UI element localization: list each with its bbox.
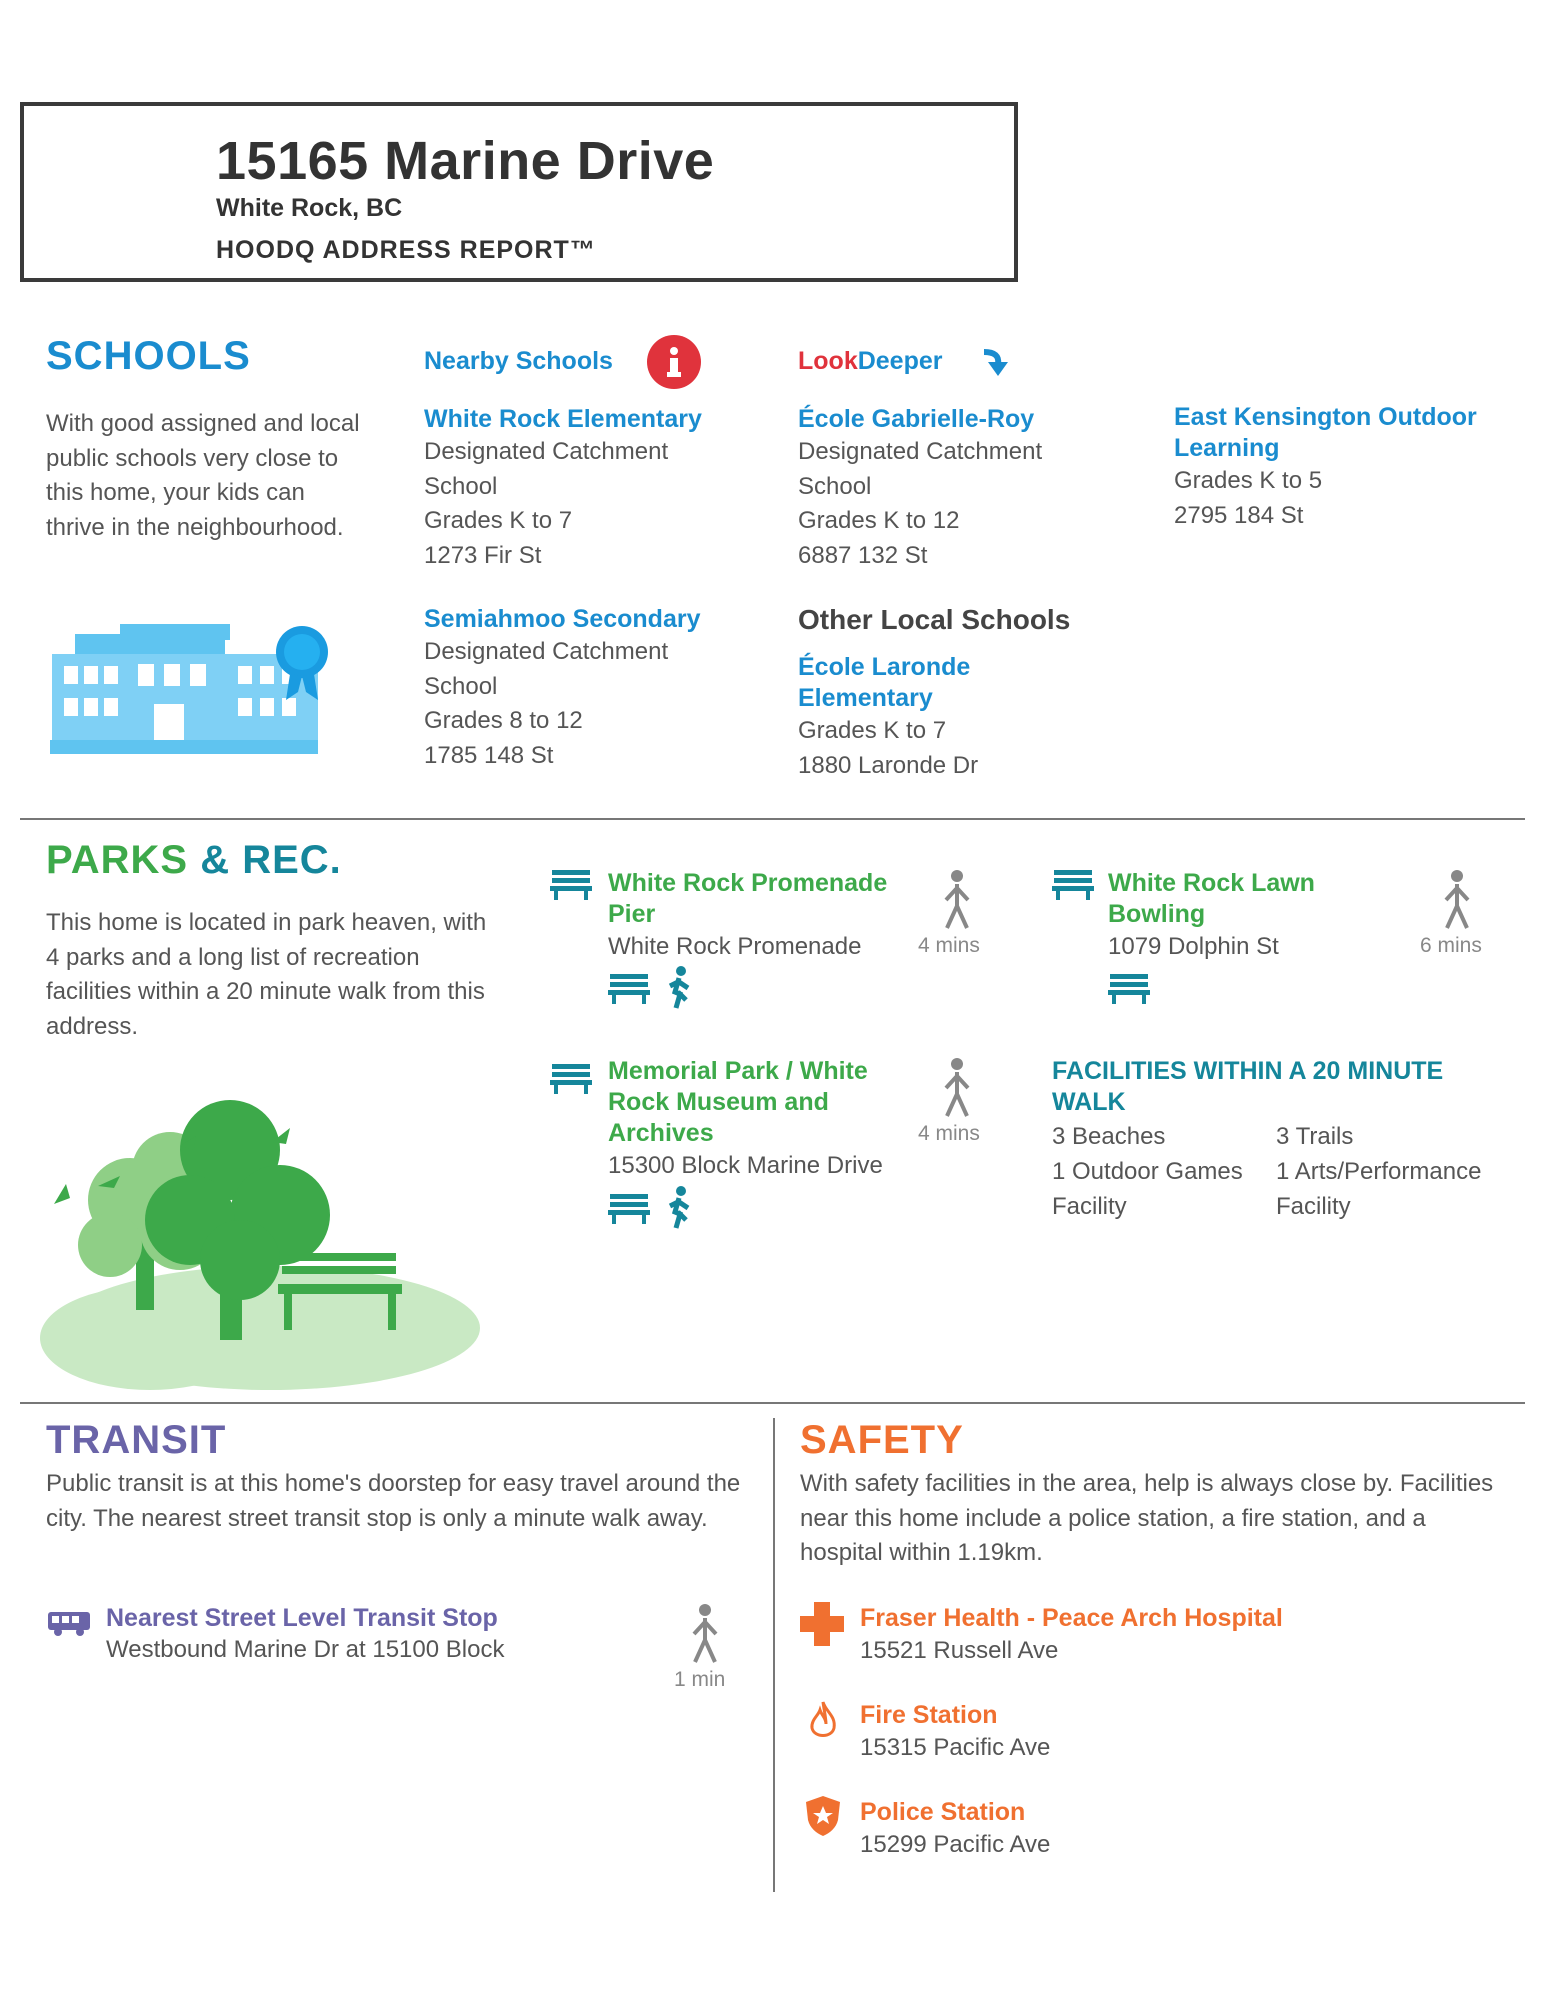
walk-icon xyxy=(688,1604,722,1666)
runner-icon xyxy=(666,966,692,1010)
lookdeeper-look: Look xyxy=(798,347,858,375)
transit-stop-address: Westbound Marine Dr at 15100 Block xyxy=(106,1636,505,1663)
school-type-cont: School xyxy=(424,672,498,700)
safety-title: SAFETY xyxy=(800,1418,964,1462)
park-name-link[interactable]: White Rock Promenade Pier xyxy=(608,869,888,928)
transit-title: TRANSIT xyxy=(46,1418,227,1462)
safety-name-link[interactable]: Police Station xyxy=(860,1798,1026,1826)
parks-title xyxy=(46,838,342,883)
column-divider xyxy=(773,1418,775,1892)
school-type-cont: School xyxy=(424,472,498,500)
page-title: 15165 Marine Drive xyxy=(216,131,715,191)
bench-icon xyxy=(608,972,650,1004)
school-building-icon xyxy=(50,620,340,760)
school-item xyxy=(424,604,754,773)
safety-address: 15299 Pacific Ave xyxy=(860,1831,1051,1858)
walk-time: 6 mins xyxy=(1420,934,1482,957)
parks-title-a: PARKS xyxy=(46,838,189,882)
park-illustration-icon xyxy=(40,1070,480,1400)
safety-address: 15315 Pacific Ave xyxy=(860,1734,1051,1761)
page-subtitle: White Rock, BC xyxy=(216,194,403,222)
school-grades: Grades K to 7 xyxy=(424,507,573,534)
bench-icon xyxy=(608,1192,650,1224)
walk-icon xyxy=(940,1058,974,1120)
schools-description: With good assigned and local public schools very close to this home, your kids can thrive in the neighbourhood. xyxy=(46,410,360,541)
school-grades: Grades K to 12 xyxy=(798,507,960,534)
walk-time: 4 mins xyxy=(918,934,980,957)
schools-title: SCHOOLS xyxy=(46,334,251,378)
safety-item xyxy=(860,1797,1050,1863)
nearby-schools-label: Nearby Schools xyxy=(424,347,613,375)
parks-description: This home is located in park heaven, with 4 parks and a long list of recreation facilities within a 20 minute walk from this address. xyxy=(46,909,487,1040)
walk-time: 4 mins xyxy=(918,1122,980,1145)
facility-item: 3 Beaches xyxy=(1052,1123,1166,1150)
park-address: 15300 Block Marine Drive xyxy=(608,1152,883,1179)
lookdeeper-deeper: Deeper xyxy=(857,347,943,375)
school-name-link[interactable]: East Kensington Outdoor Learning xyxy=(1174,403,1477,462)
park-address: White Rock Promenade xyxy=(608,933,862,960)
school-grades: Grades 8 to 12 xyxy=(424,707,583,734)
park-item xyxy=(608,1056,908,1184)
police-badge-icon xyxy=(806,1796,840,1836)
school-name-link[interactable]: White Rock Elementary xyxy=(424,405,702,433)
school-type: Designated Catchment xyxy=(798,438,1043,465)
facilities-title: FACILITIES WITHIN A 20 MINUTE WALK xyxy=(1052,1057,1444,1116)
school-address: 6887 132 St xyxy=(798,541,928,569)
school-type: Designated Catchment xyxy=(424,638,669,665)
safety-description: With safety facilities in the area, help is always close by. Facilities near this home include a police station, a fire station, and a hospital within 1.19km. xyxy=(800,1470,1494,1566)
transit-description: Public transit is at this home's doorstep for easy travel around the city. The nearest street transit stop is only a minute walk away. xyxy=(46,1470,741,1532)
bus-icon xyxy=(48,1610,90,1636)
arrow-down-icon xyxy=(980,346,1008,378)
school-item xyxy=(798,404,1128,573)
facility-item: 3 Trails xyxy=(1276,1123,1354,1150)
lookdeeper-link[interactable] xyxy=(798,346,942,377)
school-address: 1880 Laronde Dr xyxy=(798,751,979,779)
bench-icon xyxy=(550,1062,592,1094)
divider xyxy=(20,1402,1525,1404)
school-name-link[interactable]: École Gabrielle-Roy xyxy=(798,405,1035,433)
bench-icon xyxy=(1052,868,1094,900)
park-address: 1079 Dolphin St xyxy=(1108,933,1279,960)
park-item xyxy=(608,868,908,965)
safety-name-link[interactable]: Fraser Health - Peace Arch Hospital xyxy=(860,1604,1283,1632)
school-item xyxy=(798,652,1028,783)
facility-item: 1 Outdoor Games Facility xyxy=(1052,1158,1243,1220)
hospital-cross-icon xyxy=(800,1602,844,1646)
safety-name-link[interactable]: Fire Station xyxy=(860,1701,998,1729)
safety-address: 15521 Russell Ave xyxy=(860,1637,1059,1664)
transit-stop-link[interactable]: Nearest Street Level Transit Stop xyxy=(106,1604,498,1632)
park-name-link[interactable]: Memorial Park / White Rock Museum and Archives xyxy=(608,1057,868,1147)
other-schools-label: Other Local Schools xyxy=(798,604,1071,635)
park-item xyxy=(1108,868,1358,965)
safety-item xyxy=(860,1603,1283,1669)
walk-time: 1 min xyxy=(674,1668,726,1691)
parks-title-b: & REC. xyxy=(200,838,342,882)
park-name-link[interactable]: White Rock Lawn Bowling xyxy=(1108,869,1315,928)
school-address: 1273 Fir St xyxy=(424,541,542,569)
facility-item: 1 Arts/Performance Facility xyxy=(1276,1158,1482,1220)
school-grades: Grades K to 5 xyxy=(1174,467,1323,494)
school-grades: Grades K to 7 xyxy=(798,717,947,744)
school-name-link[interactable]: École Laronde Elementary xyxy=(798,653,971,712)
bench-icon xyxy=(1108,972,1150,1004)
walk-icon xyxy=(1440,870,1474,932)
school-address: 2795 184 St xyxy=(1174,501,1304,529)
walk-icon xyxy=(940,870,974,932)
bench-icon xyxy=(550,868,592,900)
school-address: 1785 148 St xyxy=(424,741,554,769)
school-type: Designated Catchment xyxy=(424,438,669,465)
runner-icon xyxy=(666,1186,692,1230)
school-name-link[interactable]: Semiahmoo Secondary xyxy=(424,605,701,633)
school-type-cont: School xyxy=(798,472,872,500)
fire-icon xyxy=(808,1700,838,1740)
school-item xyxy=(424,404,754,573)
info-icon[interactable] xyxy=(646,334,702,390)
school-item xyxy=(1174,402,1514,533)
divider xyxy=(20,818,1525,820)
safety-item xyxy=(860,1700,1050,1766)
report-label: HOODQ ADDRESS REPORT™ xyxy=(216,236,596,264)
